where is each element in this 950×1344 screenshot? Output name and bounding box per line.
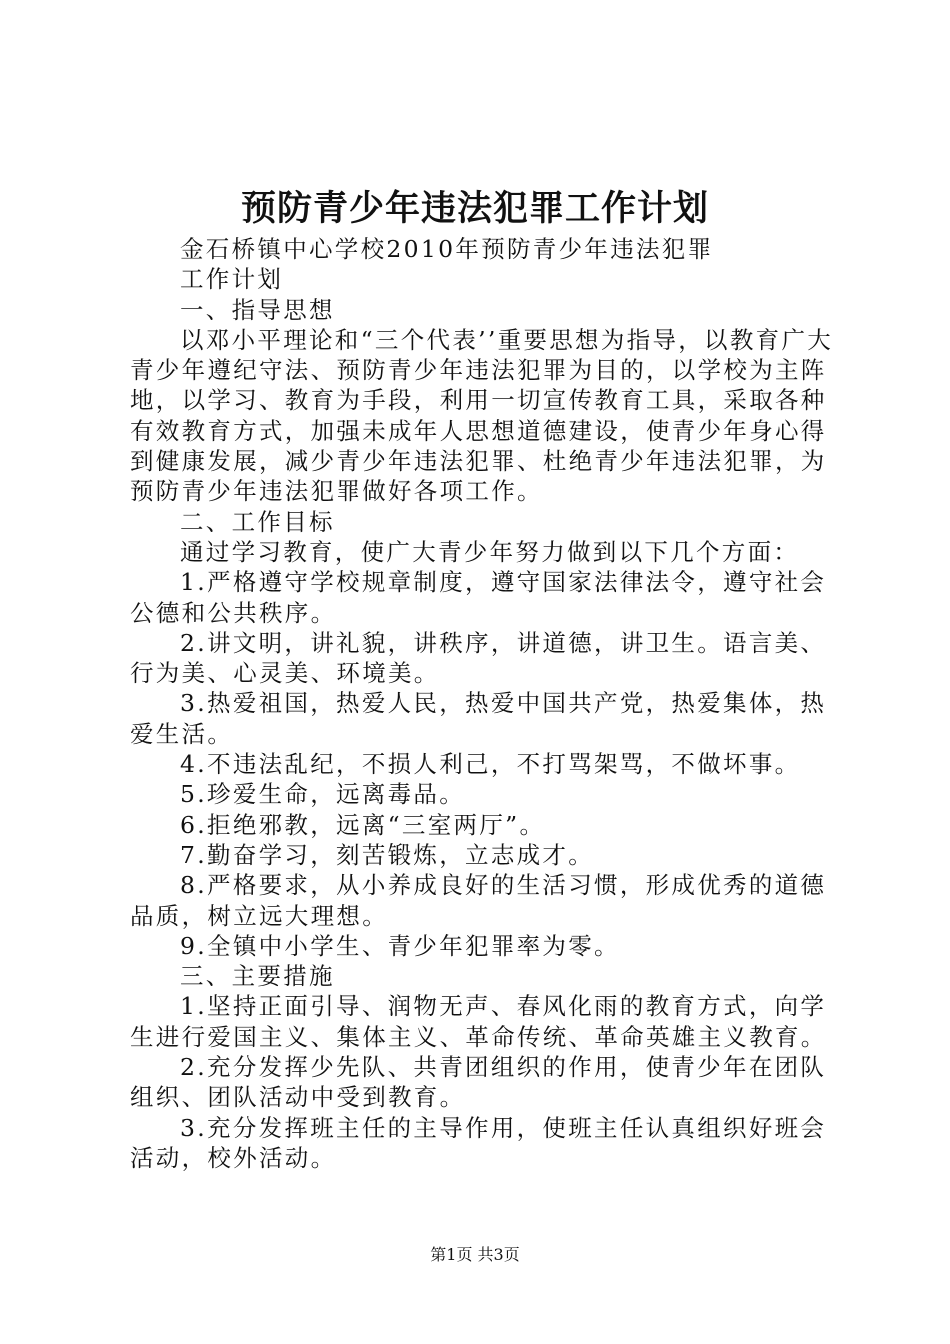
list-item: 6.拒绝邪教，远离“三室两厅”。 — [180, 810, 546, 839]
list-item: 5.珍爱生命，远离毒品。 — [180, 780, 466, 809]
list-item: 1.严格遵守学校规章制度，遵守国家法律法令，遵守社会公德和公共秩序。 — [130, 568, 827, 627]
section-heading: 二、工作目标 — [180, 507, 335, 536]
list-item: 4.不违法乱纪，不损人利己，不打骂架骂，不做坏事。 — [180, 750, 801, 779]
list-item: 7.勤奋学习，刻苦锻炼，立志成才。 — [180, 840, 595, 869]
paragraph: 以邓小平理论和“三个代表’’重要思想为指导，以教育广大青少年遵纪守法、预防青少年违法犯罪为目的，以学校为主阵地，以学习、教育为手段，利用一切宣传教育工具，采取各种有效教育方式，加强未成年人思想道德建设，使青少年身心得到健康发展，减少青少年违法犯罪、杜绝青少年违法犯罪，为预防青少年违法犯罪做好各项工作。 — [130, 325, 834, 506]
document-title: 预防青少年违法犯罪工作计划 — [240, 188, 709, 229]
list-item: 8.严格要求，从小养成良好的生活习惯，形成优秀的道德品质，树立远大理想。 — [130, 871, 827, 930]
list-item: 9.全镇中小学生、青少年犯罪率为零。 — [180, 931, 620, 960]
paragraph: 金石桥镇中心学校2010年预防青少年违法犯罪 — [180, 235, 714, 263]
paragraph: 通过学习教育，使广大青少年努力做到以下几个方面： — [180, 537, 800, 566]
list-item: 3.热爱祖国，热爱人民，热爱中国共产党，热爱集体，热爱生活。 — [130, 689, 827, 748]
section-heading: 一、指导思想 — [180, 295, 335, 324]
list-item: 2.充分发挥少先队、共青团组织的作用，使青少年在团队组织、团队活动中受到教育。 — [130, 1053, 827, 1112]
list-item: 1.坚持正面引导、润物无声、春风化雨的教育方式，向学生进行爱国主义、集体主义、革命传统、革命英雄主义教育。 — [130, 992, 827, 1051]
paragraph: 工作计划 — [180, 265, 284, 294]
page-footer: 第1页 共3页 — [430, 1245, 520, 1264]
list-item: 2.讲文明，讲礼貌，讲秩序，讲道德，讲卫生。语言美、行为美、心灵美、环境美。 — [130, 628, 827, 688]
document-body — [130, 234, 835, 1173]
section-heading: 三、主要措施 — [180, 962, 335, 991]
list-item: 3.充分发挥班主任的主导作用，使班主任认真组织好班会活动，校外活动。 — [130, 1113, 827, 1172]
